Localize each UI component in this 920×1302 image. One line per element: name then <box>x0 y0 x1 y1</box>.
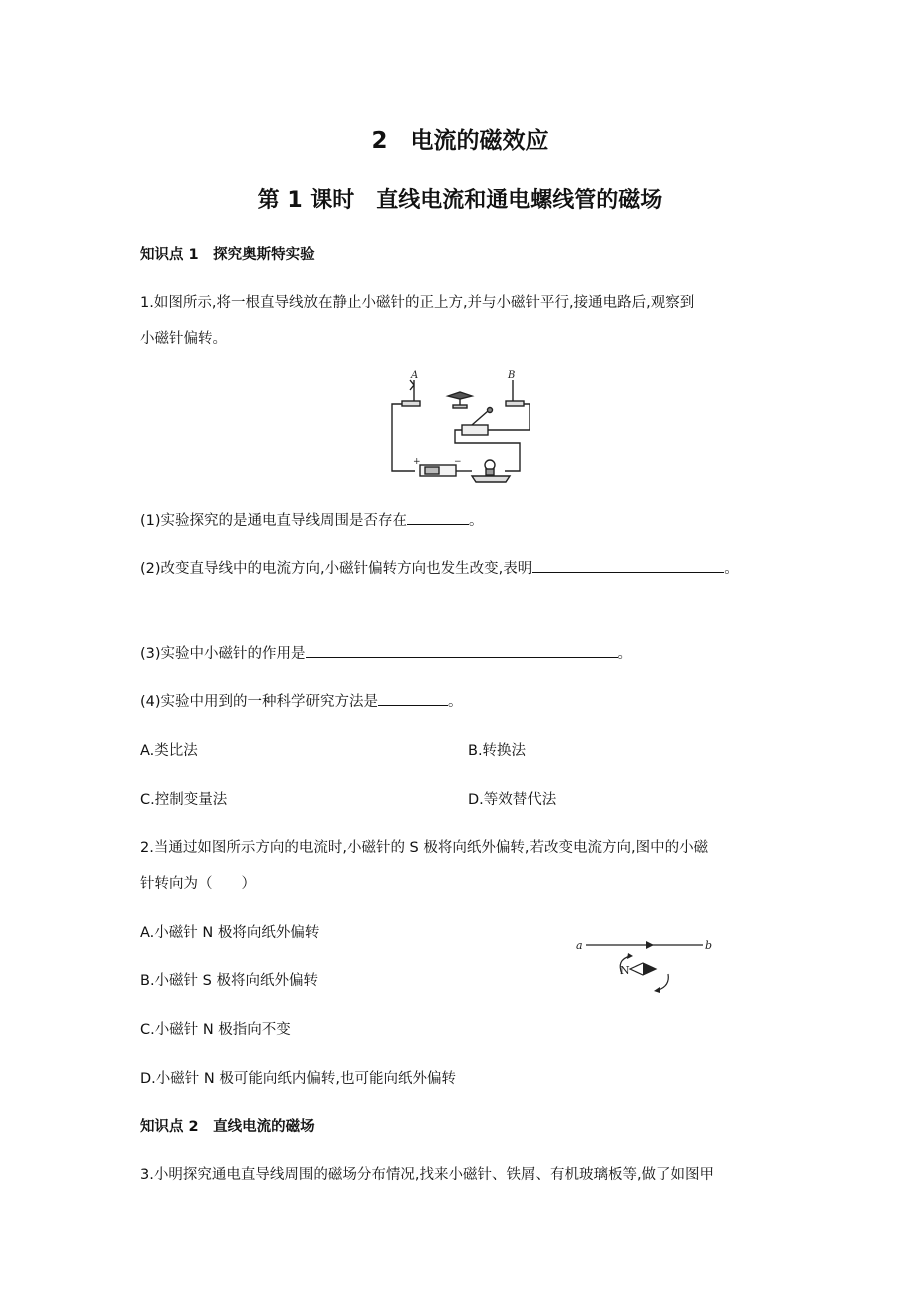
needle-n-label: N <box>620 964 630 977</box>
page-title: 2 电流的磁效应 <box>371 128 549 154</box>
q2-text-line2: 针转向为（ ） <box>140 876 256 892</box>
q1-sub1-text: (1)实验探究的是通电直导线周围是否存在 <box>140 513 408 529</box>
q1-sub3-text: (3)实验中小磁针的作用是 <box>140 646 306 662</box>
q1-sub3 <box>140 642 632 663</box>
q1-sub4-text: (4)实验中用到的一种科学研究方法是 <box>140 694 379 710</box>
q2-option-b[interactable]: B.小磁针 S 极将向纸外偏转 <box>140 973 318 989</box>
wire-label-b: b <box>705 939 713 952</box>
knowledge-point-1: 知识点 1 探究奥斯特实验 <box>140 247 315 263</box>
q3-text-line1: 3.小明探究通电直导线周围的磁场分布情况,找来小磁针、铁屑、有机玻璃板等,做了如图甲 <box>140 1167 715 1183</box>
q1-sub3-end: 。 <box>617 646 633 662</box>
q1-sub4-end: 。 <box>448 694 463 710</box>
q1-sub1-end: 。 <box>469 513 484 529</box>
wire-needle-figure <box>572 932 720 996</box>
q1-text-line2: 小磁针偏转。 <box>140 331 227 347</box>
lesson-subtitle: 第 1 课时 直线电流和通电螺线管的磁场 <box>257 188 663 213</box>
battery-minus-label: − <box>454 457 462 467</box>
q1-sub2-blank[interactable] <box>532 557 724 573</box>
oersted-circuit-figure <box>380 368 530 483</box>
q2-option-c[interactable]: C.小磁针 N 极指向不变 <box>140 1022 291 1038</box>
q1-text-line1: 1.如图所示,将一根直导线放在静止小磁针的正上方,并与小磁针平行,接通电路后,观察到 <box>140 295 695 311</box>
wire-label-a: a <box>576 939 583 952</box>
q1-sub2 <box>140 557 739 578</box>
q2-option-d[interactable]: D.小磁针 N 极可能向纸内偏转,也可能向纸外偏转 <box>140 1071 456 1087</box>
q1-sub1-blank[interactable] <box>407 509 469 525</box>
q2-text-line1: 2.当通过如图所示方向的电流时,小磁针的 S 极将向纸外偏转,若改变电流方向,图中的小磁 <box>140 840 709 856</box>
q1-sub4-blank[interactable] <box>378 690 448 706</box>
q1-sub2-text: (2)改变直导线中的电流方向,小磁针偏转方向也发生改变,表明 <box>140 561 533 577</box>
q1-option-c[interactable]: C.控制变量法 <box>140 792 228 808</box>
q1-option-b[interactable]: B.转换法 <box>468 743 527 759</box>
q1-sub3-blank[interactable] <box>306 642 618 658</box>
q1-sub2-end: 。 <box>724 561 739 577</box>
q1-option-d[interactable]: D.等效替代法 <box>468 792 557 808</box>
battery-plus-label: + <box>413 457 421 467</box>
figure-label-b: B <box>508 370 516 381</box>
q2-option-a[interactable]: A.小磁针 N 极将向纸外偏转 <box>140 925 320 941</box>
q1-sub4 <box>140 690 463 711</box>
q1-option-a[interactable]: A.类比法 <box>140 743 198 759</box>
q1-sub1 <box>140 509 484 530</box>
knowledge-point-2: 知识点 2 直线电流的磁场 <box>140 1119 315 1135</box>
figure-label-a: A <box>411 370 419 381</box>
